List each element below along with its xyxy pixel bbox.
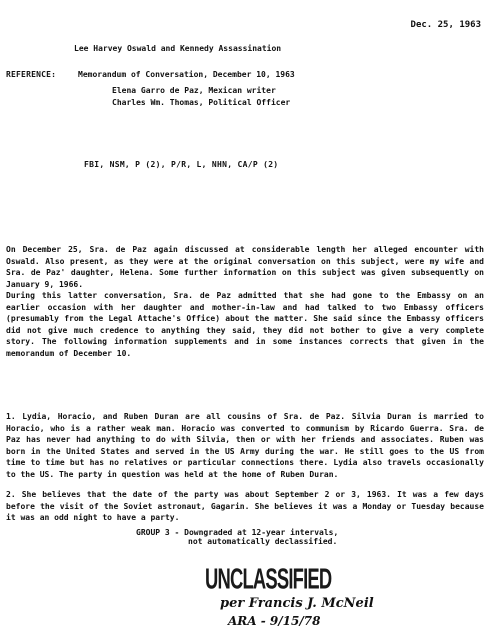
- unclassified-stamp: UNCLASSIFIED: [205, 562, 332, 595]
- paragraph-item-2: 2. She believes that the date of the party was about September 2 or 3, 1963. It was a few days before the visit of the Soviet astronaut, Gagarin. She believes it was a Monday or Tuesday because it was an odd night to have a party.: [6, 490, 484, 522]
- group-note-line-2: not automatically declassified.: [188, 537, 338, 546]
- document-title: Lee Harvey Oswald and Kennedy Assassination: [74, 44, 282, 53]
- declassification-authority: per Francis J. McNeil: [220, 596, 374, 611]
- declassification-date: ARA - 9/15/78: [228, 614, 321, 628]
- paragraph-intro: On December 25, Sra. de Paz again discussed at considerable length her alleged encounter with Oswald. Also present, as they were at the original conversation on this subject, were my wife and Sra. de Paz' daughter, Helena. Some further information on this subject was given subsequently on January 9, 1966. During this latter conversation, Sra. de Paz admitted that she had gone to the Embassy on an earlier occasion with her daughter and mother-in-law and had talked to two Embassy officers (presumably from the Legal Attache's Office) about the matter. She said since the Embassy officers did not give much credence to anything they said, they did not bother to give a very complete story. The following information supplements and in some instances corrects that given in the memorandum of December 10.: [6, 245, 484, 358]
- paragraph-item-1: 1. Lydia, Horacio, and Ruben Duran are all cousins of Sra. de Paz. Silvia Duran is married to Horacio, who is a rather weak man. Horacio was converted to communism by Ricardo Guerra. Sra. de Paz has never had anything to do with Silvia, then or with her friends and associates. Ruben was born in the United States and served in the US Army during the war. He still goes to the US from time to time but has no relatives or particular connections there. Lydia also travels occasionally to the US. The party in question was held at the home of Ruben Duran.: [6, 412, 484, 479]
- classification-group-note: [136, 528, 338, 546]
- routing-distribution: FBI, NSM, P (2), P/R, L, NHN, CA/P (2): [84, 160, 279, 169]
- conversation-participant: Elena Garro de Paz, Mexican writer: [112, 86, 276, 95]
- reference-label: REFERENCE:: [6, 70, 57, 79]
- reference-text: Memorandum of Conversation, December 10, 1963: [78, 70, 295, 79]
- conversation-participant: Charles Wm. Thomas, Political Officer: [112, 98, 291, 107]
- document-date: Dec. 25, 1963: [410, 20, 481, 30]
- group-note-line-1: GROUP 3 - Downgraded at 12-year intervals,: [136, 528, 339, 537]
